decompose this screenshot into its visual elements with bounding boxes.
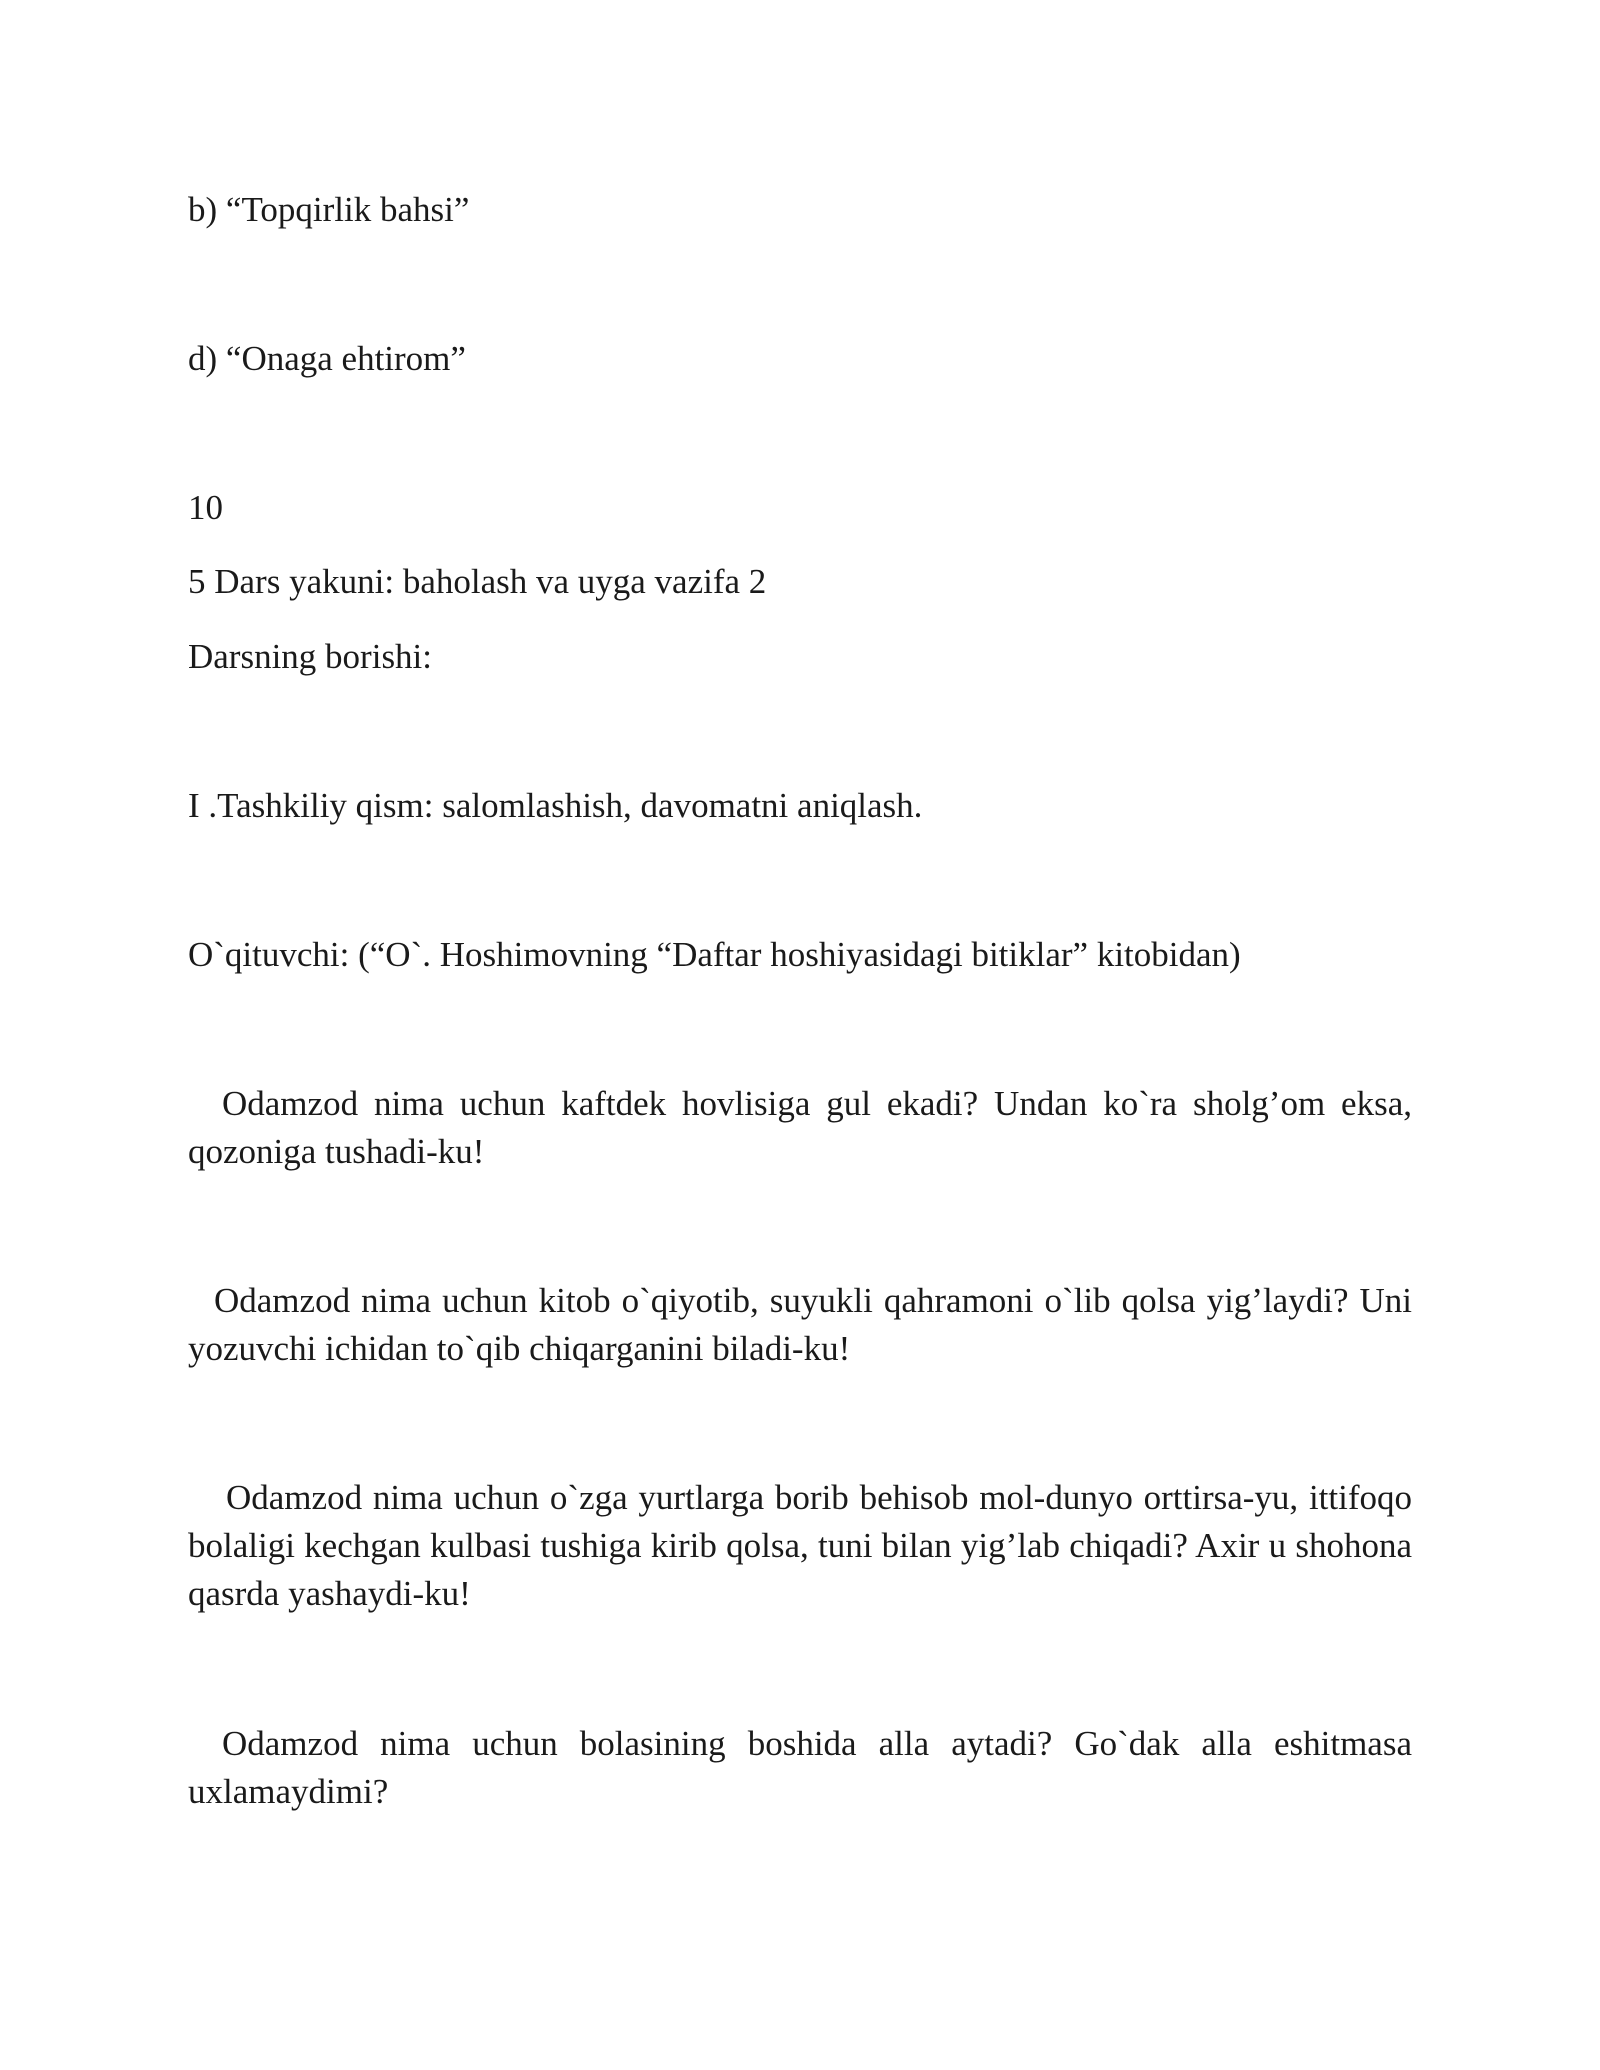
teacher-intro: O`qituvchi: (“O`. Hoshimovning “Daftar hoshiyasidagi bitiklar” kitobidan) bbox=[188, 935, 1241, 974]
paragraph-homeland: Odamzod nima uchun o`zga yurtlarga borib behisob mol-dunyo orttirsa-yu, ittifoqo bolaligi kechgan kulbasi tushiga kirib qolsa, tuni bilan yig’lab chiqadi? Axir u shohona qasrda yashaydi-ku! bbox=[188, 1478, 1412, 1613]
lesson-step-5: 5 Dars yakuni: baholash va uyga vazifa 2 bbox=[188, 562, 767, 601]
lesson-course-heading: Darsning borishi: bbox=[188, 637, 433, 676]
paragraph-lullaby: Odamzod nima uchun bolasining boshida alla aytadi? Go`dak alla eshitmasa uxlamaydimi? bbox=[188, 1724, 1412, 1811]
answer-option-b: b) “Topqirlik bahsi” bbox=[188, 190, 470, 229]
paragraph-flowers: Odamzod nima uchun kaftdek hovlisiga gul ekadi? Undan ko`ra sholg’om eksa, qozoniga tushadi-ku! bbox=[188, 1084, 1412, 1171]
paragraph-book-hero: Odamzod nima uchun kitob o`qiyotib, suyukli qahramoni o`lib qolsa yig’laydi? Uni yozuvchi ichidan to`qib chiqarganini biladi-ku! bbox=[188, 1281, 1412, 1368]
score-number: 10 bbox=[188, 488, 223, 527]
answer-option-d: d) “Onaga ehtirom” bbox=[188, 339, 466, 378]
organizational-part: I .Tashkiliy qism: salomlashish, davomatni aniqlash. bbox=[188, 786, 923, 825]
